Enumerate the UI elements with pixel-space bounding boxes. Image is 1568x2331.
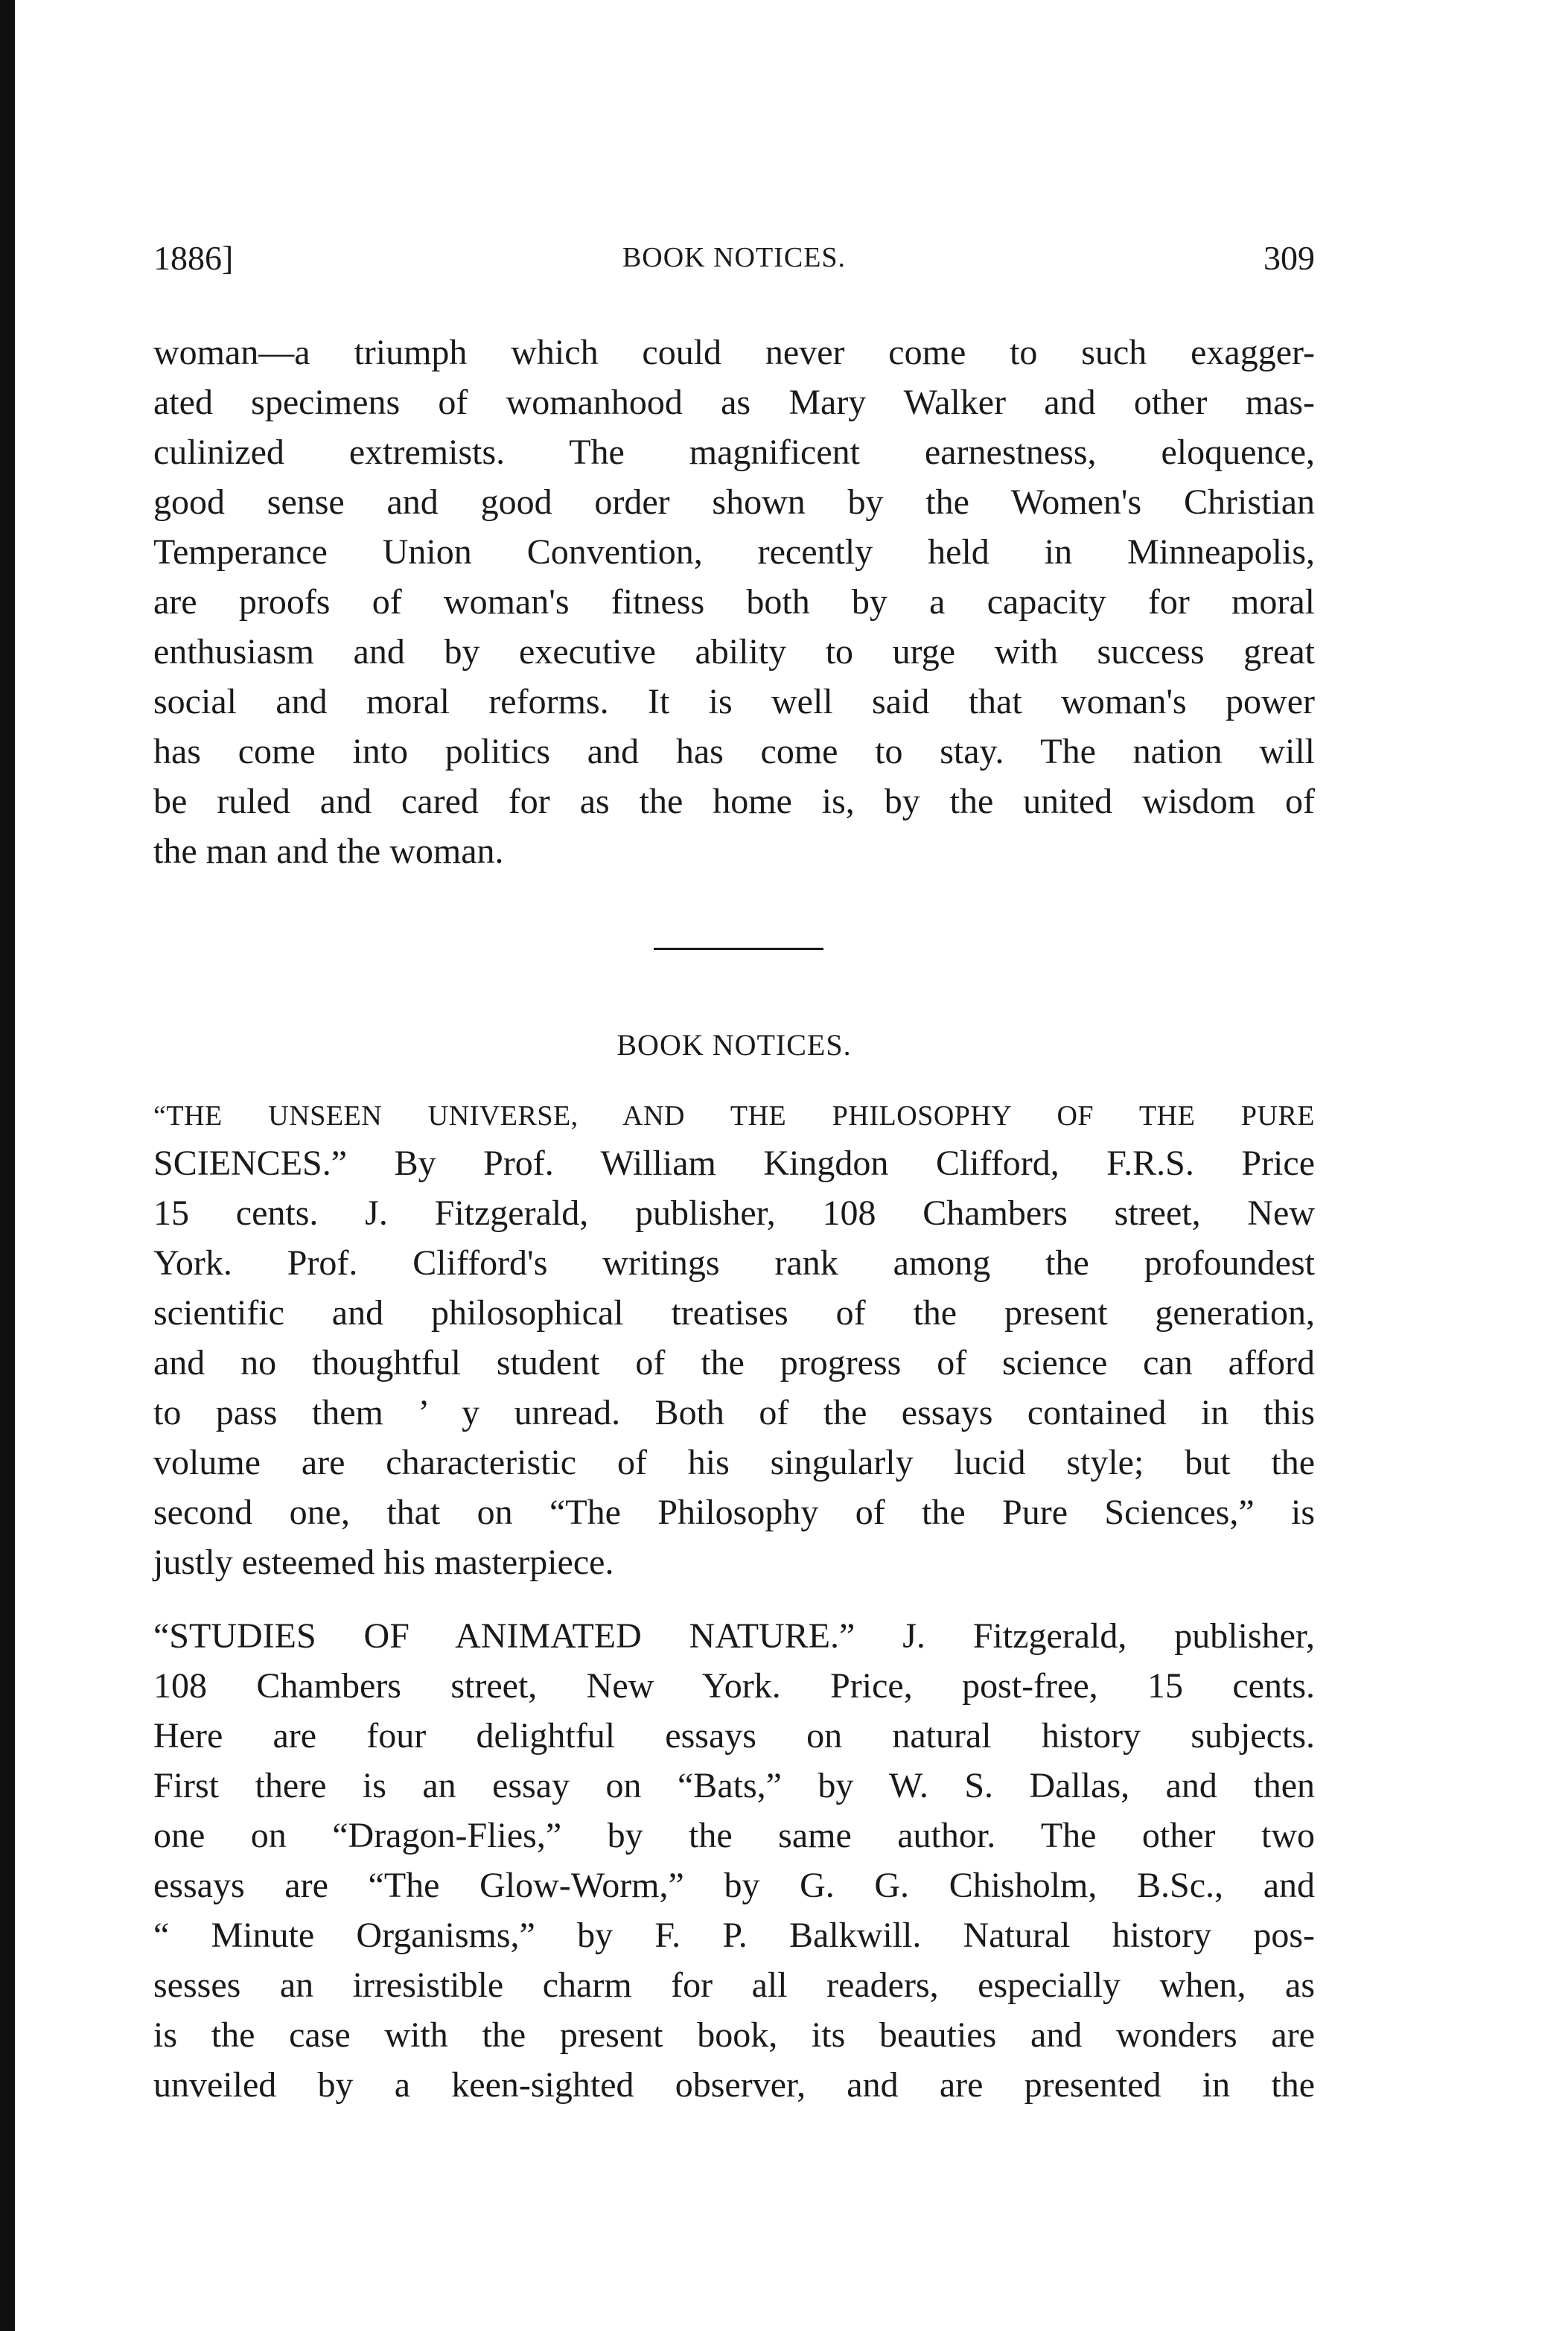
text-line: the man and the woman. — [153, 832, 504, 871]
text-line: has come into politics and has come to stay. The nation will — [153, 732, 1315, 771]
notice-title: “THE UNSEEN UNIVERSE, AND THE PHILOSOPHY OF THE PURE — [153, 1100, 1315, 1132]
text-line: volume are characteristic of his singularly lucid style; but the — [153, 1443, 1315, 1482]
text-line: and no thoughtful student of the progress of science can afford — [153, 1343, 1315, 1383]
text-line: SCIENCES.” By Prof. William Kingdon Clifford, F.R.S. Price — [153, 1144, 1315, 1183]
text-line: 15 cents. J. Fitzgerald, publisher, 108 Chambers street, New — [153, 1193, 1315, 1233]
text-line: second one, that on “The Philosophy of the Pure Sciences,” is — [153, 1493, 1315, 1532]
text-line: Temperance Union Convention, recently held in Minneapolis, — [153, 532, 1315, 572]
text-line: woman—a triumph which could never come to such exagger- — [153, 333, 1315, 372]
text-line: ated specimens of womanhood as Mary Walker and other mas- — [153, 383, 1315, 422]
text-line: “STUDIES OF ANIMATED NATURE.” J. Fitzgerald, publisher, — [153, 1616, 1315, 1656]
header-title: BOOK NOTICES. — [622, 242, 847, 273]
text-line: are proofs of woman's fitness both by a capacity for moral — [153, 582, 1315, 622]
text-line: Here are four delightful essays on natural history subjects. — [153, 1716, 1315, 1756]
text-line: culinized extremists. The magnificent earnestness, eloquence, — [153, 433, 1315, 472]
text-line: York. Prof. Clifford's writings rank among the profoundest — [153, 1243, 1315, 1283]
text-line: good sense and good order shown by the Women's Christian — [153, 482, 1315, 522]
text-line: 108 Chambers street, New York. Price, post-free, 15 cents. — [153, 1666, 1315, 1706]
text-line: scientific and philosophical treatises of the present generation, — [153, 1293, 1315, 1333]
text-line: is the case with the present book, its beauties and wonders are — [153, 2015, 1315, 2055]
section-heading: BOOK NOTICES. — [616, 1028, 852, 1062]
text-line: one on “Dragon-Flies,” by the same author. The other two — [153, 1816, 1315, 1855]
page-number: 309 — [1263, 239, 1315, 277]
section-divider — [654, 948, 823, 950]
page-binding-edge — [0, 0, 15, 2331]
header-year: 1886] — [153, 239, 234, 277]
text-line: First there is an essay on “Bats,” by W. S. Dallas, and then — [153, 1766, 1315, 1805]
text-line: sesses an irresistible charm for all readers, especially when, as — [153, 1965, 1315, 2005]
text-line: “ Minute Organisms,” by F. P. Balkwill. Natural history pos- — [153, 1916, 1315, 1955]
text-line: justly esteemed his masterpiece. — [153, 1543, 614, 1582]
text-line: to pass them ’ y unread. Both of the essays contained in this — [153, 1393, 1315, 1432]
intro-paragraph — [153, 328, 1315, 876]
notice-title-line — [153, 1088, 1315, 1138]
notice-animated-nature — [153, 1611, 1315, 2110]
text-line: unveiled by a keen-sighted observer, and are presented in the — [153, 2065, 1315, 2105]
running-header — [153, 238, 1315, 283]
text-line: essays are “The Glow-Worm,” by G. G. Chisholm, B.Sc., and — [153, 1866, 1315, 1905]
text-line: social and moral reforms. It is well said that woman's power — [153, 682, 1315, 721]
notice-unseen-universe — [153, 1088, 1315, 1587]
text-line: enthusiasm and by executive ability to urge with success great — [153, 632, 1315, 672]
text-line: be ruled and cared for as the home is, by the united wisdom of — [153, 782, 1315, 821]
